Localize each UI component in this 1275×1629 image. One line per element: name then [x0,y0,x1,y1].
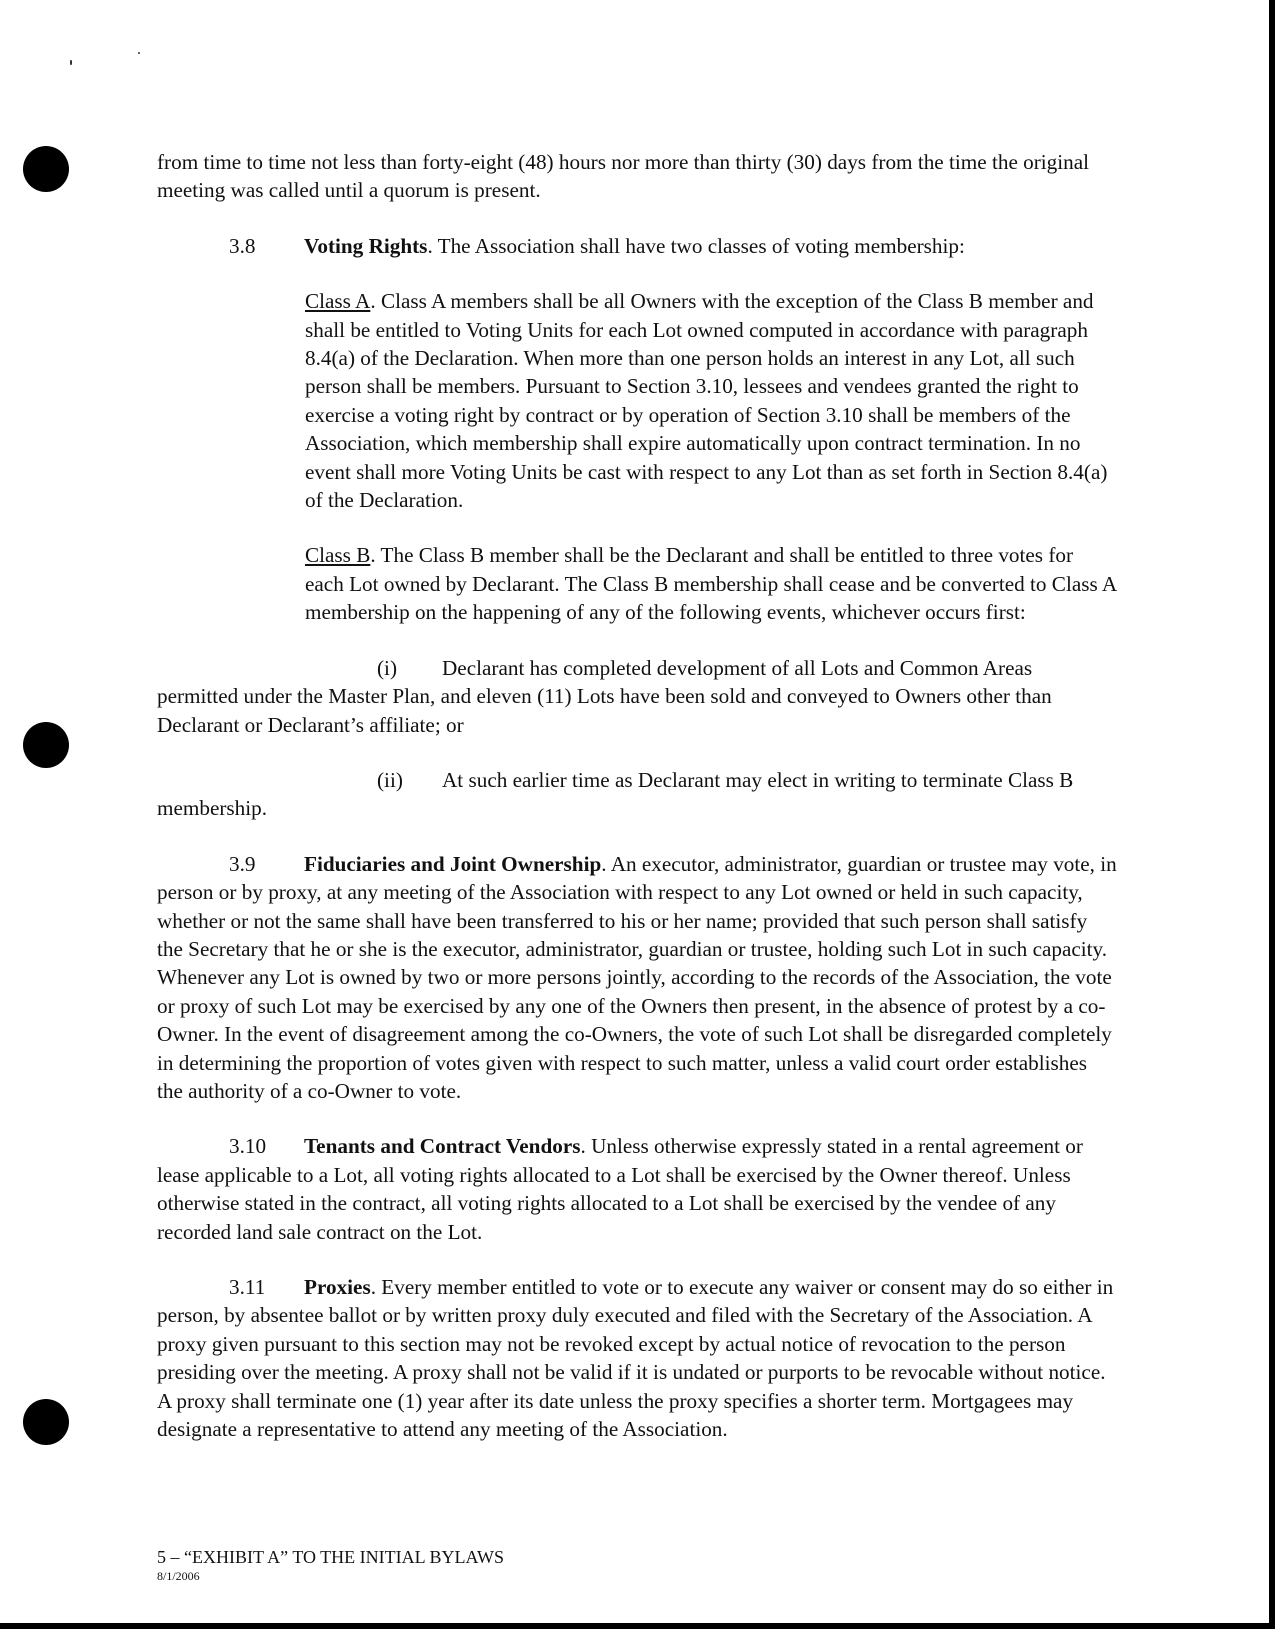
scan-speck [70,60,72,65]
page-edge-bottom [0,1623,1275,1629]
footer-page-label: 5 – “EXHIBIT A” TO THE INITIAL BYLAWS [157,1547,505,1567]
punch-hole-middle [23,722,69,768]
class-b-label: Class B [305,543,371,568]
document-body [157,148,1117,1470]
section-title: Tenants and Contract Vendors [304,1134,581,1159]
section-number: 3.9 [229,851,256,876]
section-number: 3.11 [229,1275,266,1299]
class-a-text: . Class A members shall be all Owners with the exception of the Class B member and shall be entitled to Voting Units for each Lot owned computed in accordance with paragraph 8.4(a) of the Declaration. When more than one person holds an interest in any Lot, all such person shall be members. Pursuant to Section 3.10, lessees and vendees granted the right to exercise a voting right by contract or by operation of Section 3.10 shall be members of the Association, which membership shall expire automatically upon contract termination. In no event shall more Voting Units be cast with respect to any Lot than as set forth in Section 8.4(a) of the Declaration. [305,289,1108,513]
scan-speck [138,52,140,54]
section-3-8 [157,232,1117,260]
section-title: Fiduciaries and Joint Ownership [304,851,602,876]
event-i-paragraph [157,654,1117,739]
class-b-text: . The Class B member shall be the Declarant and shall be entitled to three votes for each Lot owned by Declarant. The Class B membership shall cease and be converted to Class A membership on the happening of any of the following events, whichever occurs first: [305,543,1116,625]
enum-marker: (ii) [377,767,403,792]
section-text: . An executor, administrator, guardian or trustee may vote, in person or by proxy, at any meeting of the Association with respect to any Lot owned or held in such capacity, whether or not the same shall have been transferred to his or her name; provided that such person shall satisfy the Secretary that he or she is the executor, administrator, guardian or trustee, holding such Lot in such capacity. Whenever any Lot is owned by two or more persons jointly, according to the records of the Association, the vote or proxy of such Lot may be exercised by any one of the Owners then present, in the absence of protest by a co-Owner. In the event of disagreement among the co-Owners, the vote of such Lot shall be disregarded completely in determining the proportion of votes given with respect to such matter, unless a valid court order establishes the authority of a co-Owner to vote. [157,851,1117,1103]
punch-hole-bottom [23,1399,69,1445]
event-ii-text: At such earlier time as Declarant may elect in writing to terminate Class B membership. [157,767,1074,821]
page-footer [157,1546,504,1584]
enum-marker: (i) [377,655,397,680]
section-number: 3.8 [229,233,256,258]
section-3-11 [157,1273,1117,1443]
section-title: Voting Rights [304,233,428,258]
section-title: Proxies [304,1275,371,1299]
section-text: . Every member entitled to vote or to execute any waiver or consent may do so either in person, by absentee ballot or by written proxy duly executed and filed with the Secretary of the Association. A proxy given pursuant to this section may not be revoked except by actual notice of revocation to the person presiding over the meeting. A proxy shall not be valid if it is undated or purports to be revocable without notice. A proxy shall terminate one (1) year after its date unless the proxy specifies a shorter term. Mortgagees may designate a representative to attend any meeting of the Association. [157,1275,1114,1442]
paragraph-continuation: from time to time not less than forty-eight (48) hours nor more than thirty (30) days from the time the original meeting was called until a quorum is present. [157,150,1090,203]
section-number: 3.10 [229,1134,267,1159]
footer-date: 8/1/2006 [157,1569,200,1583]
event-i-text: Declarant has completed development of all Lots and Common Areas permitted under the Master Plan, and eleven (11) Lots have been sold and conveyed to Owners other than Declarant or Declarant’s affiliate; or [157,655,1052,737]
section-3-10 [157,1132,1117,1246]
section-text: . Unless otherwise expressly stated in a rental agreement or lease applicable to a Lot, all voting rights allocated to a Lot shall be exercised by the Owner thereof. Unless otherwise stated in the contract, all voting rights allocated to a Lot shall be exercised by the vendee of any recorded land sale contract on the Lot. [157,1134,1083,1244]
class-b-paragraph [157,541,1117,626]
class-a-paragraph [157,287,1117,514]
event-ii-paragraph [157,766,1117,823]
punch-hole-top [23,146,69,192]
page-edge-right [1269,0,1275,1629]
class-a-label: Class A [305,289,371,314]
section-text: . The Association shall have two classes of voting membership: [427,233,965,258]
section-3-9 [157,850,1117,1106]
